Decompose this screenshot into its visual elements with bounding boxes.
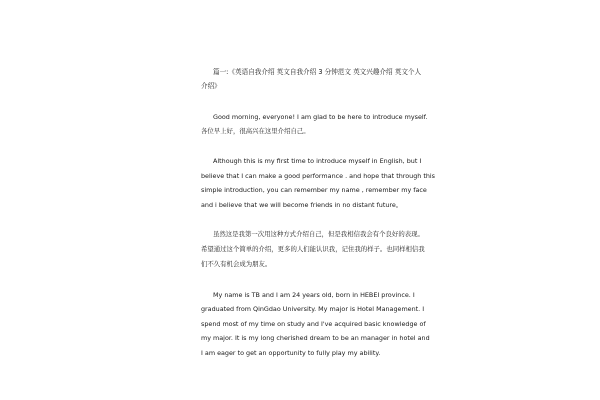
para2-line-1: Although this is my first time to introduce myself in English, but I xyxy=(213,157,422,165)
document-title-line-1: 篇一:《英语自我介绍 英文自我介绍 3 分钟范文 英文兴趣介绍 英文个人 xyxy=(213,68,422,76)
greeting-en: Good morning, everyone! I am glad to be here to introduce myself. xyxy=(213,113,428,121)
document-title-line-2: 介绍》 xyxy=(201,82,221,90)
para4-line-1: My name is TB and I am 24 years old, born in HEBEI province. I xyxy=(213,291,415,299)
para2-line-4: and i believe that we will become friends in no distant future。 xyxy=(201,201,403,209)
para4-line-3: spend most of my time on study and I've acquired basic knowledge of xyxy=(201,320,426,328)
para3-line-1: 虽然这是我第一次用这种方式介绍自己，但是我相信我会有个良好的表现。 xyxy=(213,230,424,238)
para4-line-2: graduated from QinGdao University. My major is Hotel Management. I xyxy=(201,305,425,313)
para2-line-3: simple introduction, you can remember my name , remember my face xyxy=(201,186,427,194)
para2-line-2: believe that I can make a good performance . and hope that through this xyxy=(201,172,436,180)
para3-line-3: 们不久有机会成为朋友。 xyxy=(201,260,272,268)
greeting-zh: 各位早上好，很高兴在这里介绍自己。 xyxy=(201,127,310,135)
para3-line-2: 希望通过这个简单的介绍，更多的人们能认识我，记住我的样子。也同样相信我 xyxy=(201,245,425,253)
para4-line-4: my major. It is my long cherished dream to be an manager in hotel and xyxy=(201,334,430,342)
para4-line-5: I am eager to get an opportunity to fully play my ability. xyxy=(201,349,381,357)
